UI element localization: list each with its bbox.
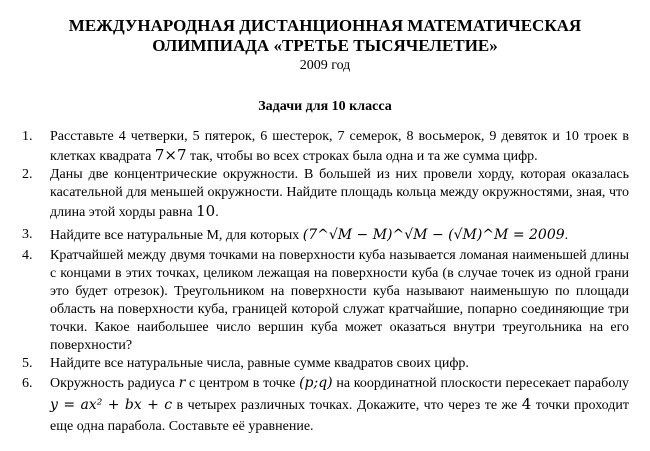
problem-number: 1. — [22, 129, 33, 144]
math-formula: 10 — [196, 202, 216, 220]
math-formula: 4 — [521, 395, 532, 413]
problem-text-part: Даны две концентрические окружности. В большей из них провели хорду, которая оказалась касательной для меньшей окружности. Найдите площадь кольца между окружностями, зная, что длина этой хорды равна — [50, 167, 629, 220]
problem-2 — [0, 166, 650, 222]
grade-subtitle: Задачи для 10 класса — [258, 99, 392, 114]
problem-6 — [0, 373, 650, 437]
math-formula: (p;q) — [299, 375, 333, 391]
problem-number: 6. — [22, 376, 33, 391]
document-header — [0, 16, 650, 74]
problem-text — [50, 166, 629, 222]
problem-text-part: Расставьте 4 четверки, 5 пятерок, 6 шестерок, 7 семерок, 8 восьмерок, 9 девяток и 10 троек в клетках квадрата — [50, 129, 629, 164]
title-line-1: МЕЖДУНАРОДНАЯ ДИСТАНЦИОННАЯ МАТЕМАТИЧЕСКАЯ — [68, 16, 582, 35]
title-line-2: ОЛИМПИАДА «ТРЕТЬЕ ТЫСЯЧЕЛЕТИЕ» — [152, 36, 498, 55]
problem-number: 4. — [22, 248, 33, 263]
math-formula: r — [178, 375, 186, 391]
math-formula: 7×7 — [154, 146, 187, 164]
problem-text-part: . — [215, 205, 219, 220]
problem-text-part: в четырех различных точках. Докажите, что через те же — [172, 398, 522, 413]
problem-list — [0, 128, 650, 437]
problem-text — [50, 128, 629, 166]
problem-text-part: так, чтобы во всех строках была одна и та же сумма цифр. — [186, 149, 538, 164]
problem-number: 3. — [22, 227, 33, 242]
problem-text-part: . — [564, 228, 569, 243]
problem-text: Найдите все натуральные числа, равные сумме квадратов своих цифр. — [50, 356, 469, 371]
problem-5 — [0, 355, 650, 373]
problem-text-part: на координатной плоскости пересекает параболу — [332, 376, 630, 391]
problem-text — [50, 373, 629, 437]
problem-text — [50, 226, 629, 245]
year: 2009 год — [299, 58, 351, 73]
problem-text-part: точки проходит еще одна парабола. Составьте её уравнение. — [50, 398, 629, 434]
problem-text-part: Окружность радиуса — [50, 376, 179, 391]
problem-text: Кратчайшей между двумя точками на поверхности куба называется ломаная наименьшей длины с концами в этих точках, целиком лежащая на поверхности куба (в случае точек из одной грани это будет отрезок). Треугольником на поверхности куба называют наименьшую по площади область на поверхности куба, границей которой служат кратчайшие, попарно соединяющие три точки. Какое наибольшее число вершин куба может оказаться внутри треугольника на его поверхности? — [50, 248, 629, 353]
problem-4 — [0, 247, 650, 355]
math-formula: (7^√M − M)^√M − (√M)^M = 2009 — [302, 227, 565, 243]
math-formula: y = ax² + bx + c — [50, 397, 173, 413]
problem-text-part: с центром в точке — [185, 376, 300, 391]
problem-1 — [0, 128, 650, 166]
problem-number: 2. — [22, 167, 33, 182]
problem-3 — [0, 222, 650, 247]
problem-number: 5. — [22, 356, 33, 371]
problem-text-part: Найдите все натуральные М, для которых — [50, 228, 303, 243]
